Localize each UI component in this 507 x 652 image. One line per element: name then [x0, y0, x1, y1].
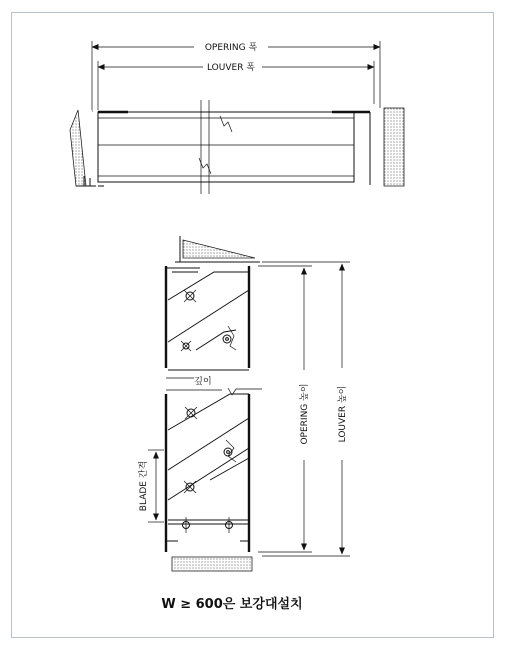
bottom-sill-section [172, 557, 252, 571]
depth-label: 깊이 [194, 377, 212, 387]
blade-spacing-label: BLADE 간격 [139, 460, 149, 512]
opening-height-label: OPERING 높이 [300, 383, 310, 445]
louver-width-label: LOUVER 폭 [206, 63, 256, 73]
section-view [137, 236, 350, 571]
top-wall-section [183, 240, 255, 258]
top-view [70, 41, 404, 194]
louver-plan-outline [98, 112, 354, 182]
opening-width-label: OPERING 폭 [204, 43, 258, 53]
reinforcement-note: W ≥ 600은 보강대설치 [161, 597, 303, 612]
right-wall-section [384, 108, 404, 186]
louver-height-label: LOUVER 높이 [338, 385, 348, 443]
